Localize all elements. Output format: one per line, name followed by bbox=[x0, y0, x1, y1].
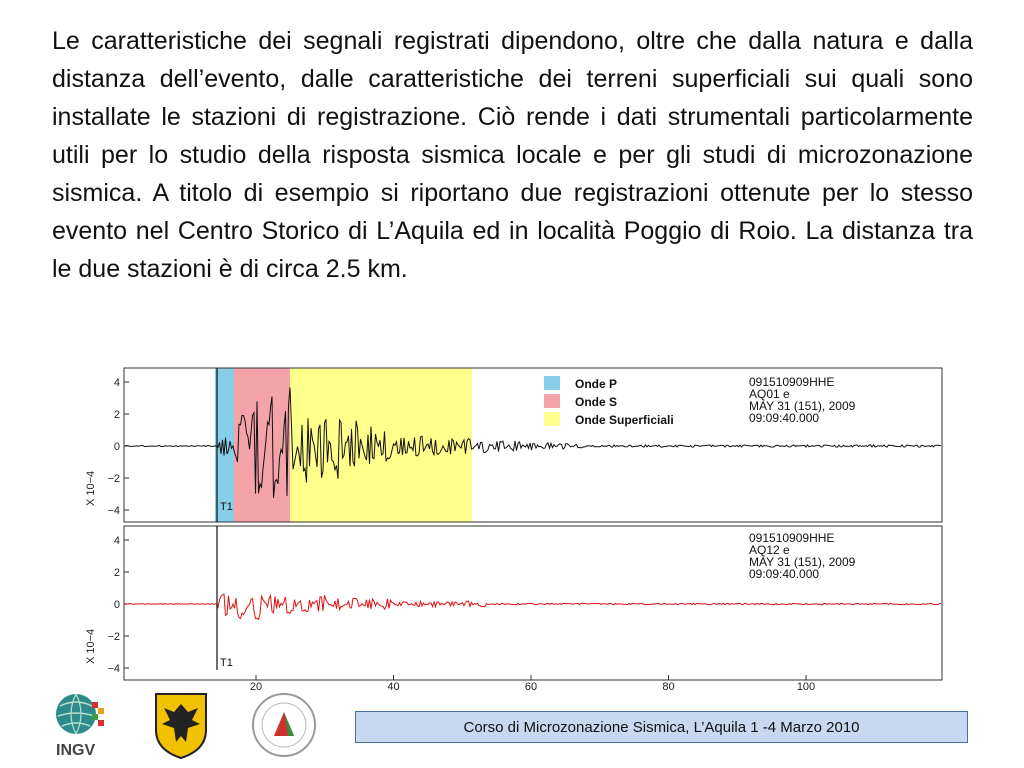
bottom-info-line2: AQ12 e bbox=[749, 543, 790, 557]
main-paragraph: Le caratteristiche dei segnali registrati dipendono, oltre che dalla natura e dalla distanza dell’evento, dalle caratteristiche dei terreni superficiali sui quali sono installate le stazioni di registrazione. Ciò rende i dati strumentali particolarmente utili per lo studio della risposta sismica locale e per gli studi di microzonazione sismica. A titolo di esempio si riportano due registrazioni ottenute per lo stesso evento nel Centro Storico di L’Aquila ed in località Poggio di Roio. La distanza tra le due stazioni è di circa 2.5 km. bbox=[52, 27, 973, 283]
bottom-y-tick-label: 4 bbox=[113, 535, 120, 547]
top-y-axis bbox=[107, 377, 129, 517]
x-tick-label: 60 bbox=[524, 681, 538, 690]
seismogram-figure bbox=[66, 364, 946, 690]
top-info-line3: MAY 31 (151), 2009 bbox=[749, 399, 856, 413]
x-tick-label: 80 bbox=[662, 681, 675, 690]
y-unit-label-bottom: X 10−4 bbox=[85, 628, 97, 664]
bottom-seismic-trace bbox=[125, 594, 941, 619]
legend bbox=[544, 376, 674, 427]
top-station-info bbox=[749, 375, 856, 425]
top-y-tick-label: −2 bbox=[107, 473, 120, 485]
bottom-y-axis bbox=[107, 535, 129, 675]
protezione-civile-icon bbox=[248, 690, 320, 760]
t1-label-bottom: T1 bbox=[220, 657, 233, 669]
seismogram-svg bbox=[66, 364, 946, 690]
bottom-station-info bbox=[749, 531, 856, 581]
y-unit-label-top: X 10−4 bbox=[85, 470, 97, 506]
legend-label-onde-superficiali: Onde Superficiali bbox=[575, 413, 674, 427]
x-tick-label: 100 bbox=[796, 681, 816, 690]
x-tick-label: 40 bbox=[387, 681, 400, 690]
protezione-civile-logo bbox=[248, 690, 320, 760]
top-y-tick-label: 0 bbox=[113, 441, 120, 453]
legend-label-onde-s: Onde S bbox=[575, 395, 618, 409]
top-info-line4: 09:09:40.000 bbox=[749, 411, 820, 425]
bottom-y-tick-label: 2 bbox=[113, 567, 120, 579]
course-footer-banner: Corso di Microzonazione Sismica, L’Aquila 1 -4 Marzo 2010 bbox=[355, 711, 968, 743]
legend-swatch-onde-superficiali bbox=[544, 412, 560, 426]
bottom-info-line1: 091510909HHE bbox=[749, 531, 835, 545]
t1-label-top: T1 bbox=[220, 501, 233, 513]
legend-swatch-onde-s bbox=[544, 394, 560, 408]
ingv-label: INGV bbox=[56, 742, 96, 759]
top-y-tick-label: −4 bbox=[107, 505, 120, 517]
legend-label-onde-p: Onde P bbox=[575, 377, 618, 391]
eagle-crest-logo bbox=[152, 690, 210, 760]
band-onde-s-top bbox=[234, 368, 290, 522]
x-axis bbox=[250, 675, 815, 690]
x-tick-label: 20 bbox=[249, 681, 263, 690]
bottom-y-tick-label: 0 bbox=[113, 599, 120, 611]
top-y-tick-label: 2 bbox=[113, 409, 120, 421]
top-y-tick-label: 4 bbox=[113, 377, 120, 389]
legend-swatch-onde-p bbox=[544, 376, 560, 390]
bottom-y-tick-label: −2 bbox=[107, 631, 120, 643]
bottom-info-line4: 09:09:40.000 bbox=[749, 567, 820, 581]
top-info-line1: 091510909HHE bbox=[749, 375, 835, 389]
ingv-logo bbox=[50, 690, 112, 762]
bottom-y-tick-label: −4 bbox=[107, 663, 120, 675]
top-info-line2: AQ01 e bbox=[749, 387, 790, 401]
band-onde-superficiali-top bbox=[290, 368, 472, 522]
eagle-shield-icon bbox=[152, 690, 210, 760]
bottom-info-line3: MAY 31 (151), 2009 bbox=[749, 555, 856, 569]
